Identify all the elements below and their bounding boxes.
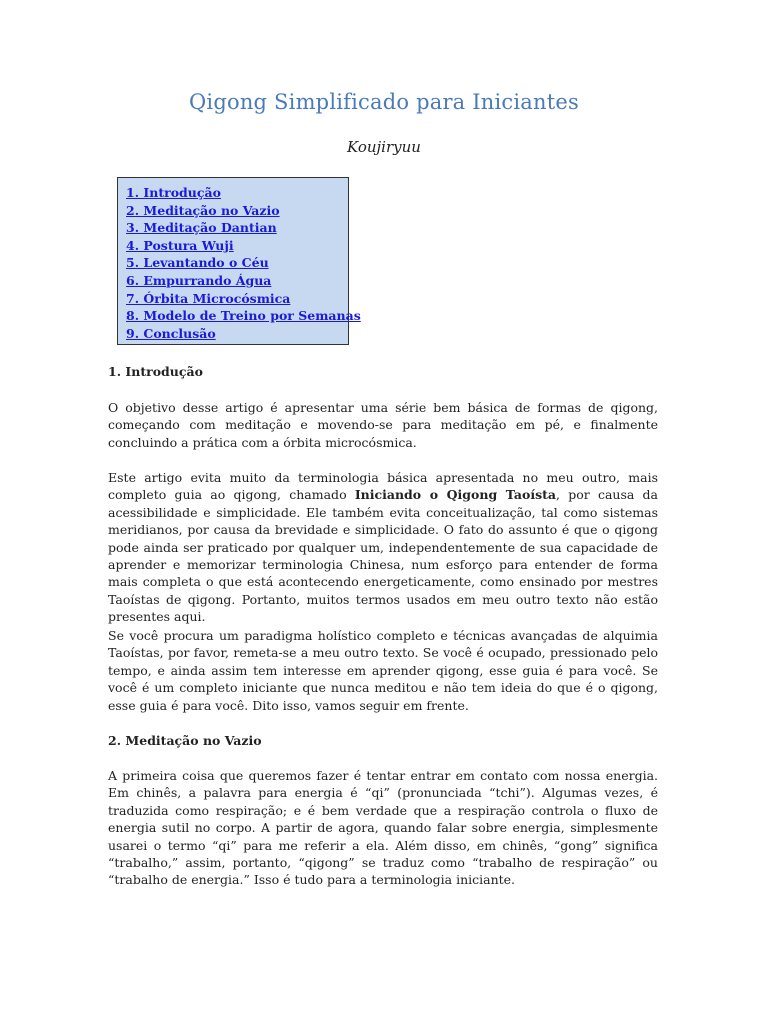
paragraph-intro-2: Este artigo evita muito da terminologia básica apresentada no meu outro, mais completo guia ao qigong, chamado Iniciando o Qigong Taoísta, por causa da acessibilidade e simplicidade. Ele também evita conceitualização, tal como sistemas meridianos, por causa da brevidade e simplicidade. O fato do assunto é que o qigong pode ainda ser praticado por qualquer um, independentemente de sua capacidade de aprender e memorizar terminologia Chinesa, num esforço para entender de forma mais completa o que está acontecendo energeticamente, como ensinado por mestres Taoístas de qigong. Portanto, muitos termos usados em meu outro texto não estão presentes aqui.: [108, 470, 658, 625]
toc-link-modelo-treino[interactable]: 8. Modelo de Treino por Semanas: [126, 308, 361, 324]
toc-link-postura-wuji[interactable]: 4. Postura Wuji: [126, 237, 234, 253]
document-author: Koujiryuu: [347, 138, 421, 156]
section-heading-introducao: 1. Introdução: [108, 364, 203, 379]
table-of-contents: [117, 177, 361, 345]
section-heading-meditacao-vazio: 2. Meditação no Vazio: [108, 733, 262, 748]
paragraph-intro-1: O objetivo desse artigo é apresentar uma série bem básica de formas de qigong, começando com meditação e movendo-se para meditação em pé, e finalmente concluindo a prática com a órbita microcósmica.: [108, 400, 658, 450]
toc-link-empurrando-agua[interactable]: 6. Empurrando Água: [126, 272, 272, 288]
toc-link-meditacao-dantian[interactable]: 3. Meditação Dantian: [126, 220, 277, 236]
bold-book-title: Iniciando o Qigong Taoísta: [354, 487, 557, 503]
toc-link-conclusao[interactable]: 9. Conclusão: [126, 325, 216, 341]
paragraph-vazio-1: A primeira coisa que queremos fazer é tentar entrar em contato com nossa energia. Em chinês, a palavra para energia é “qi” (pronunciada “tchi”). Algumas vezes, é traduzida como respiração; e é bem verdade que a respiração controla o fluxo de energia sutil no corpo. A partir de agora, quando falar sobre energia, simplesmente usarei o termo “qi” para me referir a ela. Além disso, em chinês, “gong” significa “trabalho,” assim, portanto, “qigong” se traduz como “trabalho de respiração” ou “trabalho de energia.” Isso é tudo para a terminologia iniciante.: [108, 768, 658, 888]
paragraph-intro-3: Se você procura um paradigma holístico completo e técnicas avançadas de alquimia Taoístas, por favor, remeta-se a meu outro texto. Se você é ocupado, pressionado pelo tempo, e ainda assim tem interesse em aprender qigong, esse guia é para você. Se você é um completo iniciante que nunca meditou e não tem ideia do que é o qigong, esse guia é para você. Dito isso, vamos seguir em frente.: [108, 628, 658, 713]
toc-link-introducao[interactable]: 1. Introdução: [126, 185, 221, 200]
toc-link-orbita-microcosmica[interactable]: 7. Órbita Microcósmica: [126, 290, 291, 306]
toc-link-levantando-ceu[interactable]: 5. Levantando o Céu: [126, 255, 269, 271]
document-title: Qigong Simplificado para Iniciantes: [189, 90, 579, 114]
toc-link-meditacao-vazio[interactable]: 2. Meditação no Vazio: [126, 202, 280, 218]
